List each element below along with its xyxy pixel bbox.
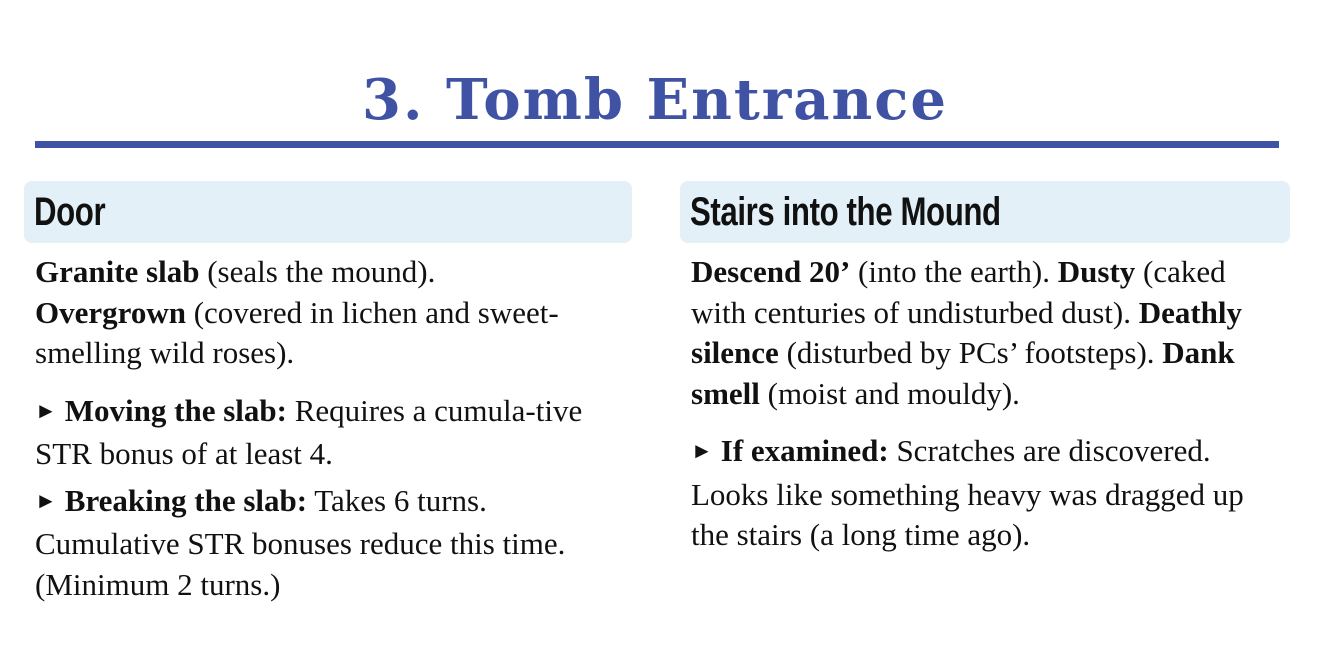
- stairs-heading: Stairs into the Mound: [690, 189, 1001, 234]
- stairs-intro-term: Deathly silence: [691, 294, 1243, 370]
- stairs-heading-bar: [680, 181, 1290, 243]
- bullet-label: Breaking the slab:: [64, 482, 308, 518]
- door-bullet-breaking: [35, 481, 624, 606]
- stairs-intro-desc: (disturbed by PCs’ footsteps).: [778, 335, 1163, 370]
- door-intro-term: Overgrown: [35, 294, 186, 330]
- title-divider: [35, 141, 1279, 148]
- triangle-right-icon: ►: [35, 397, 57, 423]
- bullet-text: Scratches are discovered. Looks like something heavy was dragged up the stairs (a long time ago).: [691, 433, 1244, 552]
- door-bullet-moving: [35, 391, 624, 475]
- bullet-label: Moving the slab:: [64, 392, 287, 428]
- door-heading: Door: [34, 189, 106, 234]
- door-intro-term: Granite slab: [35, 254, 200, 289]
- stairs-intro-term: Dank smell: [691, 335, 1235, 411]
- stairs-intro-desc: (moist and mouldy).: [759, 375, 1020, 411]
- stairs-intro: [691, 252, 1282, 414]
- door-section: [24, 181, 632, 605]
- bullet-label: If examined:: [720, 433, 889, 468]
- bullet-text: Requires a cumula-tive STR bonus of at least 4.: [35, 392, 583, 471]
- door-intro-desc: (covered in lichen and sweet-smelling wild roses).: [35, 294, 559, 370]
- stairs-intro-desc: (caked with centuries of undisturbed dust).: [691, 254, 1226, 330]
- stairs-intro-desc: (into the earth).: [850, 254, 1058, 289]
- page-title: 3. Tomb Entrance: [362, 67, 948, 133]
- door-intro: [35, 252, 624, 374]
- triangle-right-icon: ►: [35, 487, 57, 513]
- stairs-section: [680, 181, 1290, 556]
- stairs-intro-term: Descend 20’: [691, 254, 851, 289]
- stairs-intro-term: Dusty: [1057, 254, 1136, 289]
- stairs-bullet-examined: [691, 431, 1282, 556]
- door-body: [24, 252, 632, 605]
- triangle-right-icon: ►: [691, 438, 713, 463]
- door-heading-bar: [24, 181, 632, 243]
- door-intro-desc: (seals the mound).: [199, 254, 436, 289]
- stairs-body: [680, 252, 1290, 556]
- bullet-text: Takes 6 turns. Cumulative STR bonuses reduce this time. (Minimum 2 turns.): [35, 482, 566, 602]
